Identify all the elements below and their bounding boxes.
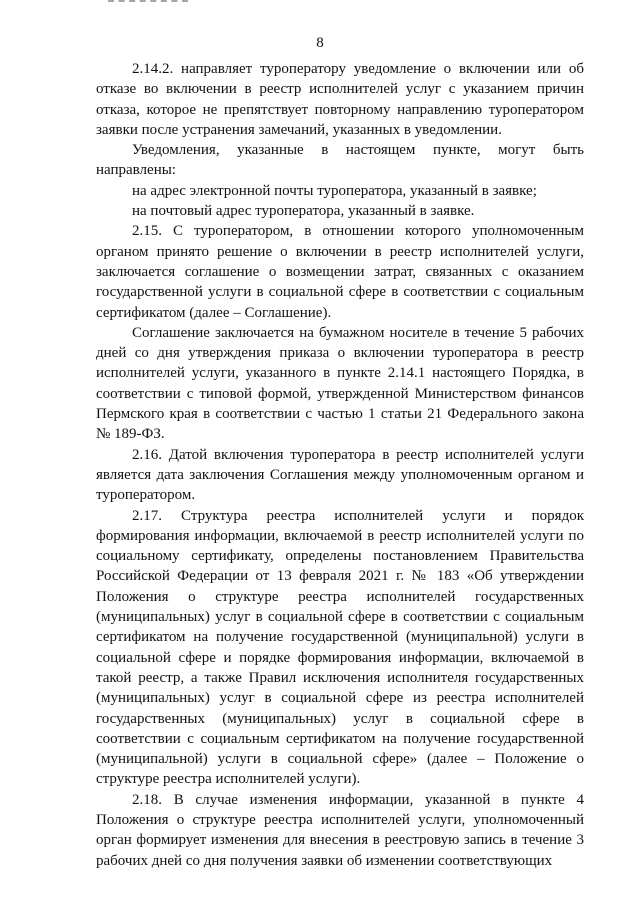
paragraph-2-14-2: 2.14.2. направляет туроператору уведомление о включении или об отказе во включении в реестр исполнителей услуг с указанием причин отказа, которое не препятствует повторному направлению туроператором заявки после устранения замечаний, указанных в уведомлении. <box>96 61 584 138</box>
paragraph-agreement-term: Соглашение заключается на бумажном носителе в течение 5 рабочих дней со дня утверждения приказа о включении туроператора в реестр исполнителей услуги, указанного в пункте 2.14.1 настоящего Порядка, в соответствии с типовой формой, утвержденной Министерством финансов Пермского края в соответствии с частью 1 статьи 21 Федерального закона № 189-ФЗ. <box>96 324 584 443</box>
paragraph-2-15: 2.15. С туроператором, в отношении которого уполномоченным органом принято решение о включении в реестр исполнителей услуги, заключается соглашение о возмещении затрат, связанных с оказанием государственной услуги в социальной сфере в соответствии с социальным сертификатом (далее – Соглашение). <box>96 223 584 321</box>
paragraph-email-address: на адрес электронной почты туроператора, указанный в заявке; <box>132 182 537 199</box>
paragraph-notifications: Уведомления, указанные в настоящем пункте, могут быть направлены: <box>96 142 584 179</box>
paragraph-2-17: 2.17. Структура реестра исполнителей услуги и порядок формирования информации, включаемой в реестр исполнителей услуги по социальному сертификату, определены постановлением Правительства Российской Федерации от 13 февраля 2021 г. № 183 «Об утверждении Положения о структуре реестра исполнителей государственных (муниципальных) услуг в социальной сфере в соответствии с социальным сертификатом на получение государственной (муниципальной) услуги в социальной сфере и порядке формирования информации, включаемой в такой реестр, а также Правил исключения исполнителя государственных (муниципальных) услуг в социальной сфере из реестра исполнителей государственных (муниципальных) услуг в социальной сфере в соответствии с социальным сертификатом на получение государственной (муниципальной) услуги в социальной сфере» (далее – Положение о структуре реестра исполнителей услуги). <box>96 507 584 788</box>
paragraph-2-18: 2.18. В случае изменения информации, указанной в пункте 4 Положения о структуре реестра исполнителей услуги, уполномоченный орган формирует изменения для внесения в реестровую запись в течение 3 рабочих дней со дня получения заявки об изменении соответствующих <box>96 791 584 869</box>
page-number: 8 <box>316 35 324 51</box>
paragraph-postal-address: на почтовый адрес туроператора, указанный в заявке. <box>132 203 475 220</box>
paragraph-2-16: 2.16. Датой включения туроператора в реестр исполнителей услуги является дата заключения Соглашения между уполномоченным органом и туроператором. <box>96 446 584 504</box>
document-body <box>96 59 584 871</box>
scan-edge-marks <box>108 0 188 6</box>
